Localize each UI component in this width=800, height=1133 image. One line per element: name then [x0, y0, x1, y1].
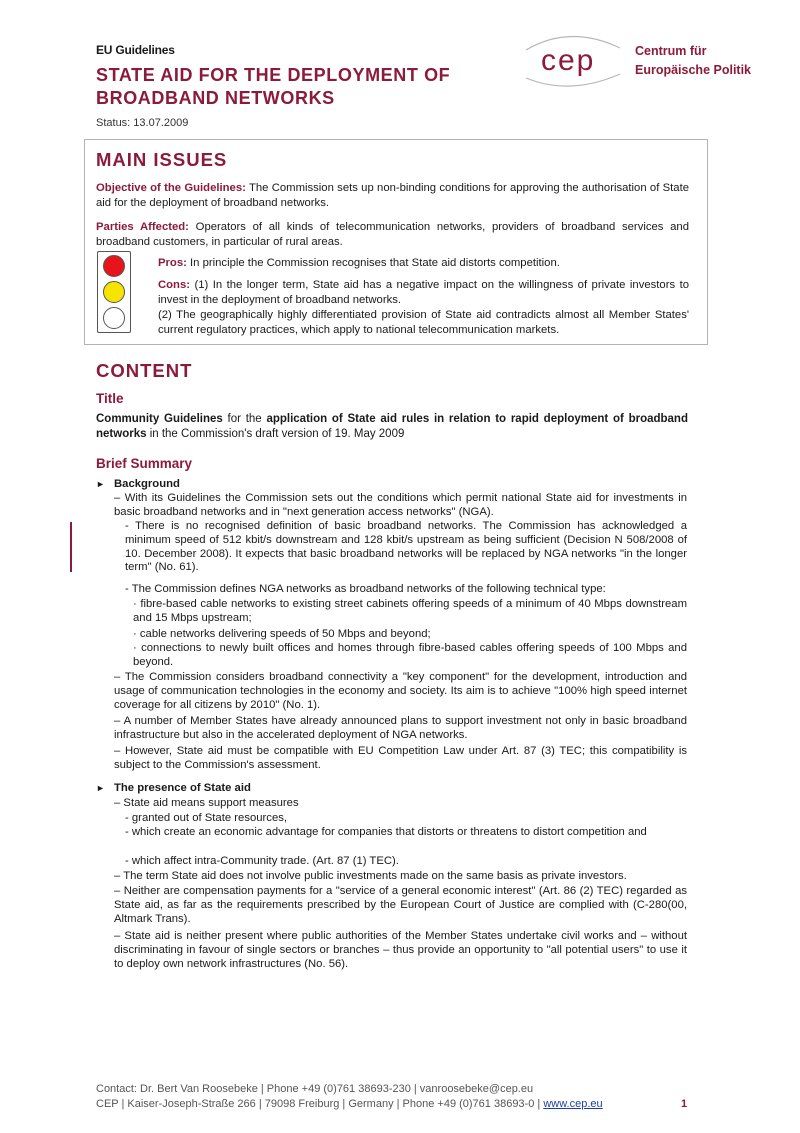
list-item: – State aid means support measures — [114, 797, 299, 809]
background-bullet — [96, 478, 180, 490]
website-link[interactable]: www.cep.eu — [543, 1098, 603, 1110]
list-item: – The Commission considers broadband connectivity a "key component" for the development, introduction and usage of communication technologies in the economy and society. Its aim is to achieve "100% high speed internet coverage for all citizens by 2010" (No. 1). — [114, 671, 687, 711]
list-item: – State aid is neither present where public authorities of the Member States undertake civil works and – without discriminating in favour of single sectors or branches – thus provide an opportunity to "all potential users" to use it to deploy own network infrastructures (No. 56). — [114, 930, 687, 970]
cep-logo-name-line2: Europäische Politik — [635, 63, 752, 77]
list-item: – Neither are compensation payments for a "service of a general economic interest" (Art. 86 (2) TEC) regarded as State aid, as far as the requirements prescribed by the European Court of Justice are complied with (C-280(00, Altmark Trans). — [114, 885, 687, 925]
document-status: Status: 13.07.2009 — [96, 117, 189, 129]
margin-marker — [70, 522, 72, 572]
brief-summary-heading: Brief Summary — [96, 456, 193, 471]
list-item: - The Commission defines NGA networks as broadband networks of the following technical type: — [125, 583, 606, 595]
content-heading: CONTENT — [96, 360, 193, 381]
footer-address — [96, 1098, 603, 1110]
footer-contact: Contact: Dr. Bert Van Roosebeke | Phone +49 (0)761 38693-230 | vanroosebeke@cep.eu — [96, 1083, 534, 1095]
list-item: - which create an economic advantage for companies that distorts or threatens to distort competition and — [125, 826, 647, 838]
title-bold-2: application of State aid rules in relation to rapid deployment of broadband networks — [96, 413, 688, 440]
list-item: - There is no recognised definition of basic broadband networks. The Commission has acknowledged a minimum speed of 512 kbit/s downstream and 128 kbit/s upstream as being sufficient (Decision N 508/2008 of 10. December 2008). It expects that basic broadband networks will be replaced by NGA networks "in the longer term" (No. 61). — [125, 520, 687, 574]
list-item: – The term State aid does not involve public investments made on the same basis as private investors. — [114, 870, 627, 882]
list-item: – However, State aid must be compatible with EU Competition Law under Art. 87 (3) TEC; this compatibility is subject to the Commission's assessment. — [114, 745, 687, 771]
objective-label: Objective of the Guidelines: — [96, 182, 246, 194]
list-item: - which affect intra-Community trade. (Art. 87 (1) TEC). — [125, 855, 399, 867]
presence-bullet — [96, 782, 251, 794]
document-title — [96, 64, 516, 110]
cep-logo-name-line1: Centrum für — [635, 44, 707, 58]
pros-label: Pros: — [158, 257, 187, 269]
white-light-icon — [103, 307, 125, 329]
main-issues-box — [84, 139, 708, 345]
parties-label: Parties Affected: — [96, 221, 189, 233]
footer-address-text: CEP | Kaiser-Joseph-Straße 266 | 79098 Freiburg | Germany | Phone +49 (0)761 38693-0 | — [96, 1098, 544, 1110]
cons-paragraph — [158, 278, 689, 307]
list-item: · cable networks delivering speeds of 50 Mbps and beyond; — [133, 628, 431, 640]
triangle-bullet-icon: ► — [96, 479, 105, 489]
cons-paragraph-2: (2) The geographically highly differentiated provision of State aid contradicts almost all Member States' current regulatory practices, which apply to national telecommunication markets. — [158, 309, 689, 336]
document-category: EU Guidelines — [96, 43, 175, 57]
pros-paragraph — [158, 256, 689, 271]
list-item: · connections to newly built offices and homes through fibre-based cables offering speeds of 100 Mbps and beyond. — [133, 642, 687, 668]
cep-logo — [520, 30, 780, 90]
yellow-light-icon — [103, 281, 125, 303]
objective-paragraph — [96, 181, 689, 210]
page-number: 1 — [681, 1098, 688, 1110]
title-text-1: for the — [222, 413, 267, 425]
document-title-line1: STATE AID FOR THE DEPLOYMENT OF — [96, 65, 451, 85]
objective-text: The Commission sets up non-binding conditions for approving the authorisation of State aid for the deployment of broadband networks. — [96, 182, 689, 209]
red-light-icon — [103, 255, 125, 277]
parties-paragraph — [96, 220, 689, 249]
title-bold-1: Community Guidelines — [96, 413, 223, 425]
main-issues-heading: MAIN ISSUES — [96, 149, 228, 170]
title-subheading: Title — [96, 391, 124, 406]
list-item: – A number of Member States have already announced plans to support investment not only in basic broadband infrastructure but also in the accelerated deployment of NGA networks. — [114, 715, 687, 741]
parties-text: Operators of all kinds of telecommunication networks, providers of broadband services and broadband customers, in particular of rural areas. — [96, 221, 689, 248]
cons-label: Cons: — [158, 279, 191, 291]
list-item: – With its Guidelines the Commission sets out the conditions which permit national State aid for investments in basic broadband networks and in "next generation access networks" (NGA). — [114, 492, 687, 518]
cons-text-1: (1) In the longer term, State aid has a negative impact on the willingness of private investors to invest in the deployment of broadband networks. — [158, 279, 689, 306]
presence-heading: The presence of State aid — [114, 782, 251, 794]
triangle-bullet-icon: ► — [96, 783, 105, 793]
title-paragraph — [96, 412, 688, 442]
document-title-line2: BROADBAND NETWORKS — [96, 88, 335, 108]
title-text-2: in the Commission's draft version of 19. May 2009 — [146, 428, 405, 440]
list-item: - granted out of State resources, — [125, 812, 288, 824]
pros-text: In principle the Commission recognises that State aid distorts competition. — [190, 257, 560, 269]
background-heading: Background — [114, 478, 180, 490]
cep-logo-word: cep — [541, 44, 596, 77]
traffic-light-icon — [97, 251, 131, 333]
list-item: · fibre-based cable networks to existing street cabinets offering speeds of a minimum of 40 Mbps downstream and 15 Mbps upstream; — [133, 598, 687, 624]
